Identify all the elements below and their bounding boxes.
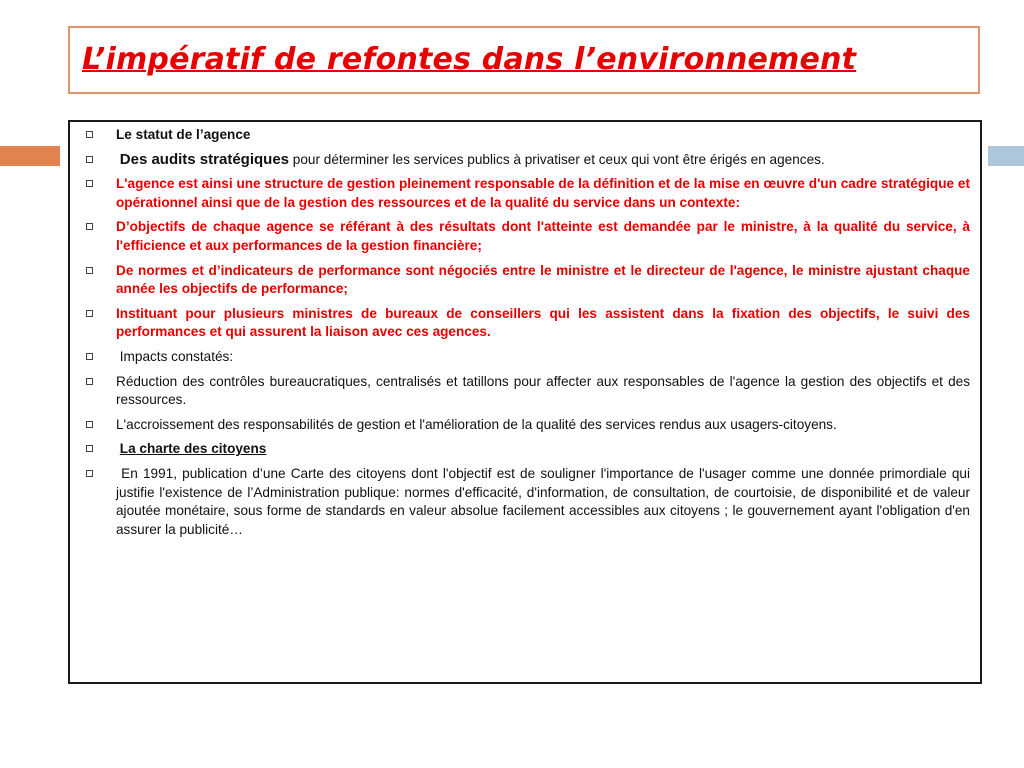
square-bullet-icon	[86, 180, 93, 187]
list-item	[70, 305, 980, 342]
item-text: Réduction des contrôles bureaucratiques, centralisés et tatillons pour affecter aux responsables de l'agence la gestion des objectifs et des ressources.	[116, 373, 970, 408]
item-text: Impacts constatés:	[119, 348, 234, 364]
item-text: Instituant pour plusieurs ministres de bureaux de conseillers qui les assistent dans la fixation des objectifs, le suivi des performances et qui assurent la liaison avec ces agences.	[116, 305, 970, 340]
list-item	[70, 416, 980, 435]
item-text: L'accroissement des responsabilités de gestion et l'amélioration de la qualité des services rendus aux usagers-citoyens.	[116, 416, 837, 432]
list-item	[70, 262, 980, 299]
square-bullet-icon	[86, 223, 93, 230]
square-bullet-icon	[86, 353, 93, 360]
square-bullet-icon	[86, 156, 93, 163]
square-bullet-icon	[86, 131, 93, 138]
square-bullet-icon	[86, 378, 93, 385]
item-text: L'agence est ainsi une structure de gestion pleinement responsable de la définition et de la mise en œuvre d'un cadre stratégique et opérationnel ainsi que de la gestion des ressources et de la qualité du service dans un contexte:	[116, 176, 970, 210]
bullet-list	[70, 126, 980, 545]
square-bullet-icon	[86, 310, 93, 317]
title-frame	[68, 26, 980, 94]
list-item	[70, 373, 980, 410]
square-bullet-icon	[86, 421, 93, 428]
list-item	[70, 440, 980, 459]
accent-bar-left	[0, 146, 60, 166]
list-item	[70, 348, 980, 367]
item-text: De normes et d’indicateurs de performance sont négociés entre le ministre et le directeur de l'agence, le ministre ajustant chaque année les objectifs de performance;	[116, 262, 970, 297]
list-item	[70, 218, 980, 255]
item-text: D’objectifs de chaque agence se référant à des résultats dont l'atteinte est demandée par le ministre, à la qualité du service, à l'efficience et aux performances de la gestion financière;	[116, 219, 970, 253]
list-item	[70, 151, 980, 170]
slide-title: L’impératif de refontes dans l’environnement	[82, 42, 857, 77]
item-text: La charte des citoyens	[119, 441, 267, 457]
item-text: Le statut de l’agence	[116, 127, 251, 142]
square-bullet-icon	[86, 267, 93, 274]
square-bullet-icon	[86, 445, 93, 452]
item-text: En 1991, publication d’une Carte des citoyens dont l'objectif est de souligner l'importance de l'usager comme une donnée primordiale qui justifie l'existence de l’Administration publique: normes d'efficacité, d'information, de consultation, de courtoisie, de disponibilité et de valeur ajoutée monétaire, sous forme de standards en valeur absolue facilement accessibles aux citoyens ; le gouvernement ayant l'obligation d'en assurer la publicité…	[116, 465, 970, 537]
square-bullet-icon	[86, 470, 93, 477]
accent-bar-right	[988, 146, 1024, 166]
content-frame	[68, 120, 982, 684]
list-item	[70, 126, 980, 145]
item-text: pour déterminer les services publics à privatiser et ceux qui vont être érigés en agences.	[289, 151, 825, 167]
item-lead: Des audits stratégiques	[119, 150, 289, 168]
list-item	[70, 465, 980, 539]
list-item	[70, 175, 980, 212]
